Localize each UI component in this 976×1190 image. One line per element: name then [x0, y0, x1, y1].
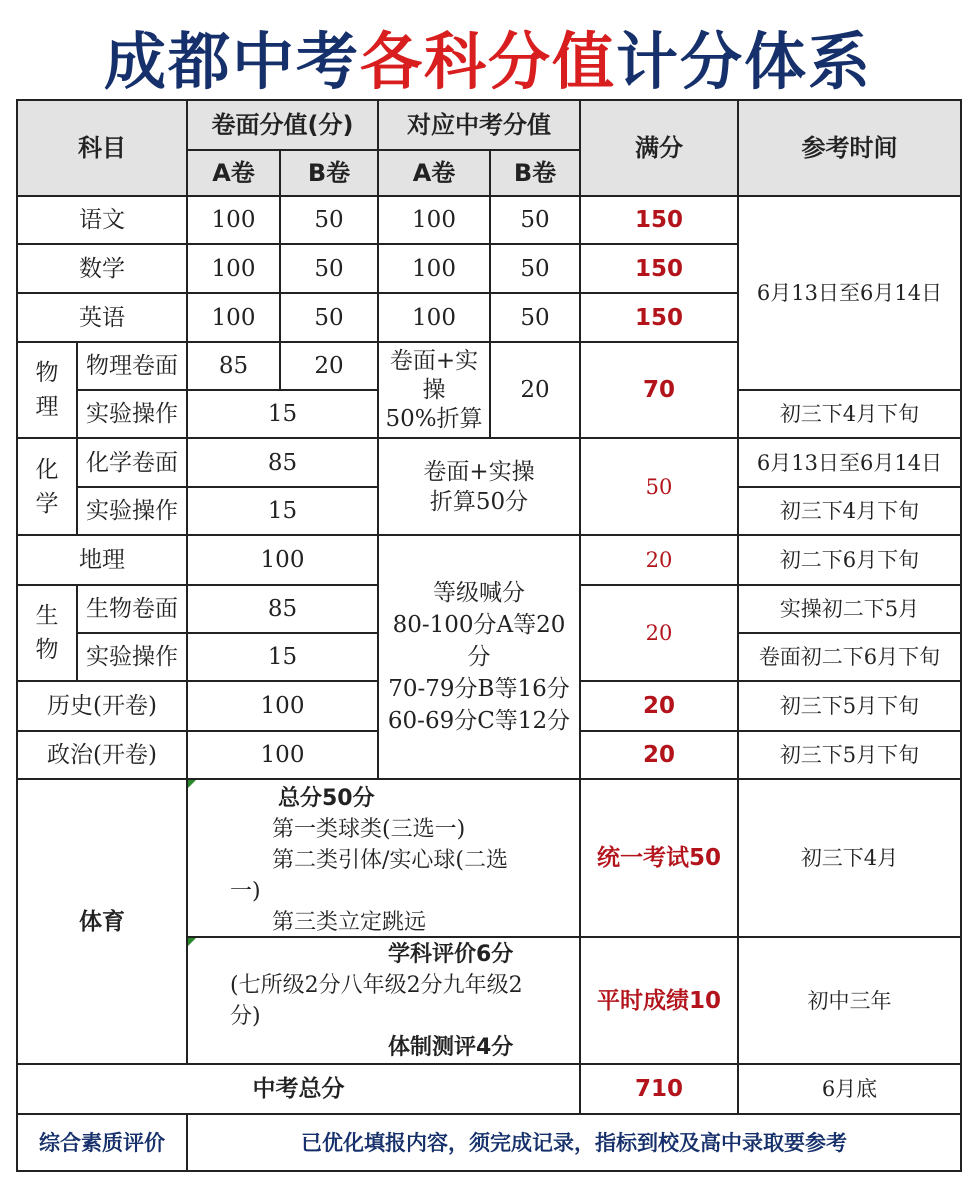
chemistry-full: 50 [580, 438, 738, 535]
history-full: 20 [580, 681, 738, 731]
exam-a: 100 [378, 293, 490, 342]
title-part2: 各科分值 [359, 25, 616, 98]
row-total [17, 1064, 961, 1114]
biology-paper-label: 生物卷面 [77, 585, 187, 633]
header-exam-a: A卷 [378, 150, 490, 196]
biology-time-paper: 卷面初二下6月下旬 [738, 633, 961, 681]
biology-lab-score: 15 [187, 633, 378, 681]
subject-name: 历史(开卷) [17, 681, 187, 731]
pe-regular-content: 学科评价6分 (七所级2分八年级2分九年级2 分) 体制测评4分 [187, 937, 580, 1064]
subject-name: 英语 [17, 293, 187, 342]
paper-a: 100 [187, 196, 280, 244]
history-time: 初三下5月下旬 [738, 681, 961, 731]
biology-time-lab: 实操初二下5月 [738, 585, 961, 633]
cell-marker-icon [188, 780, 196, 788]
header-time: 参考时间 [738, 100, 961, 196]
row-pe-exam [17, 779, 961, 937]
chemistry-conversion: 卷面+实操 折算50分 [378, 438, 580, 535]
subject-name: 语文 [17, 196, 187, 244]
physics-paper-label: 物理卷面 [77, 342, 187, 390]
row-chemistry-paper [17, 438, 961, 487]
chemistry-lab-score: 15 [187, 487, 378, 535]
chemistry-paper-score: 85 [187, 438, 378, 487]
exam-a: 100 [378, 196, 490, 244]
biology-group: 生 物 [17, 585, 77, 681]
chemistry-paper-label: 化学卷面 [77, 438, 187, 487]
physics-conversion: 卷面+实 操 50%折算 [378, 342, 490, 438]
subject-name: 数学 [17, 244, 187, 293]
total-label: 中考总分 [17, 1064, 580, 1114]
title-part1: 成都中考 [103, 25, 360, 98]
paper-a: 100 [187, 293, 280, 342]
chemistry-time: 6月13日至6月14日 [738, 438, 961, 487]
geography-time: 初二下6月下旬 [738, 535, 961, 585]
main-exam-time: 6月13日至6月14日 [738, 196, 961, 390]
biology-paper-score: 85 [187, 585, 378, 633]
full-score: 150 [580, 293, 738, 342]
chemistry-lab-time: 初三下4月下旬 [738, 487, 961, 535]
pe-exam-content: 总分50分 第一类球类(三选一) 第二类引体/实心球(二选 一) 第三类立定跳远 [187, 779, 580, 937]
page-title [0, 22, 976, 102]
grading-rules: 等级喊分 80-100分A等20 分 70-79分B等16分 60-69分C等12分 [378, 535, 580, 779]
row-chinese [17, 196, 961, 244]
cell-marker-icon [188, 938, 196, 946]
pe-regular-time: 初中三年 [738, 937, 961, 1064]
geography-score: 100 [187, 535, 378, 585]
header-exam-score: 对应中考分值 [378, 100, 580, 150]
paper-b: 50 [280, 244, 378, 293]
geography-full: 20 [580, 535, 738, 585]
row-geography [17, 535, 961, 585]
header-subject: 科目 [17, 100, 187, 196]
biology-lab-label: 实验操作 [77, 633, 187, 681]
full-score: 150 [580, 196, 738, 244]
header-paper-b: B卷 [280, 150, 378, 196]
physics-exam-b: 20 [490, 342, 580, 438]
paper-b: 50 [280, 293, 378, 342]
total-time: 6月底 [738, 1064, 961, 1114]
header-paper-score: 卷面分值(分) [187, 100, 378, 150]
politics-full: 20 [580, 731, 738, 779]
physics-group: 物 理 [17, 342, 77, 438]
physics-lab-score: 15 [187, 390, 378, 438]
pe-exam-time: 初三下4月 [738, 779, 961, 937]
exam-b: 50 [490, 196, 580, 244]
physics-lab-label: 实验操作 [77, 390, 187, 438]
full-score: 150 [580, 244, 738, 293]
subject-name: 地理 [17, 535, 187, 585]
subject-name: 政治(开卷) [17, 731, 187, 779]
header-paper-a: A卷 [187, 150, 280, 196]
score-table [16, 99, 962, 1172]
chemistry-group: 化 学 [17, 438, 77, 535]
header-exam-b: B卷 [490, 150, 580, 196]
paper-b: 50 [280, 196, 378, 244]
biology-full: 20 [580, 585, 738, 681]
header-full: 满分 [580, 100, 738, 196]
pe-exam-full: 统一考试50 [580, 779, 738, 937]
chemistry-lab-label: 实验操作 [77, 487, 187, 535]
paper-a: 100 [187, 244, 280, 293]
politics-time: 初三下5月下旬 [738, 731, 961, 779]
exam-a: 100 [378, 244, 490, 293]
physics-full: 70 [580, 342, 738, 438]
physics-paper-b: 20 [280, 342, 378, 390]
physics-paper-a: 85 [187, 342, 280, 390]
quality-label: 综合素质评价 [17, 1114, 187, 1171]
quality-desc: 已优化填报内容，须完成记录，指标到校及高中录取要参考 [187, 1114, 961, 1171]
row-quality [17, 1114, 961, 1171]
title-part3: 计分体系 [616, 25, 873, 98]
history-score: 100 [187, 681, 378, 731]
physics-lab-time: 初三下4月下旬 [738, 390, 961, 438]
exam-b: 50 [490, 293, 580, 342]
pe-regular-full: 平时成绩10 [580, 937, 738, 1064]
pe-label: 体育 [17, 779, 187, 1064]
politics-score: 100 [187, 731, 378, 779]
total-value: 710 [580, 1064, 738, 1114]
exam-b: 50 [490, 244, 580, 293]
